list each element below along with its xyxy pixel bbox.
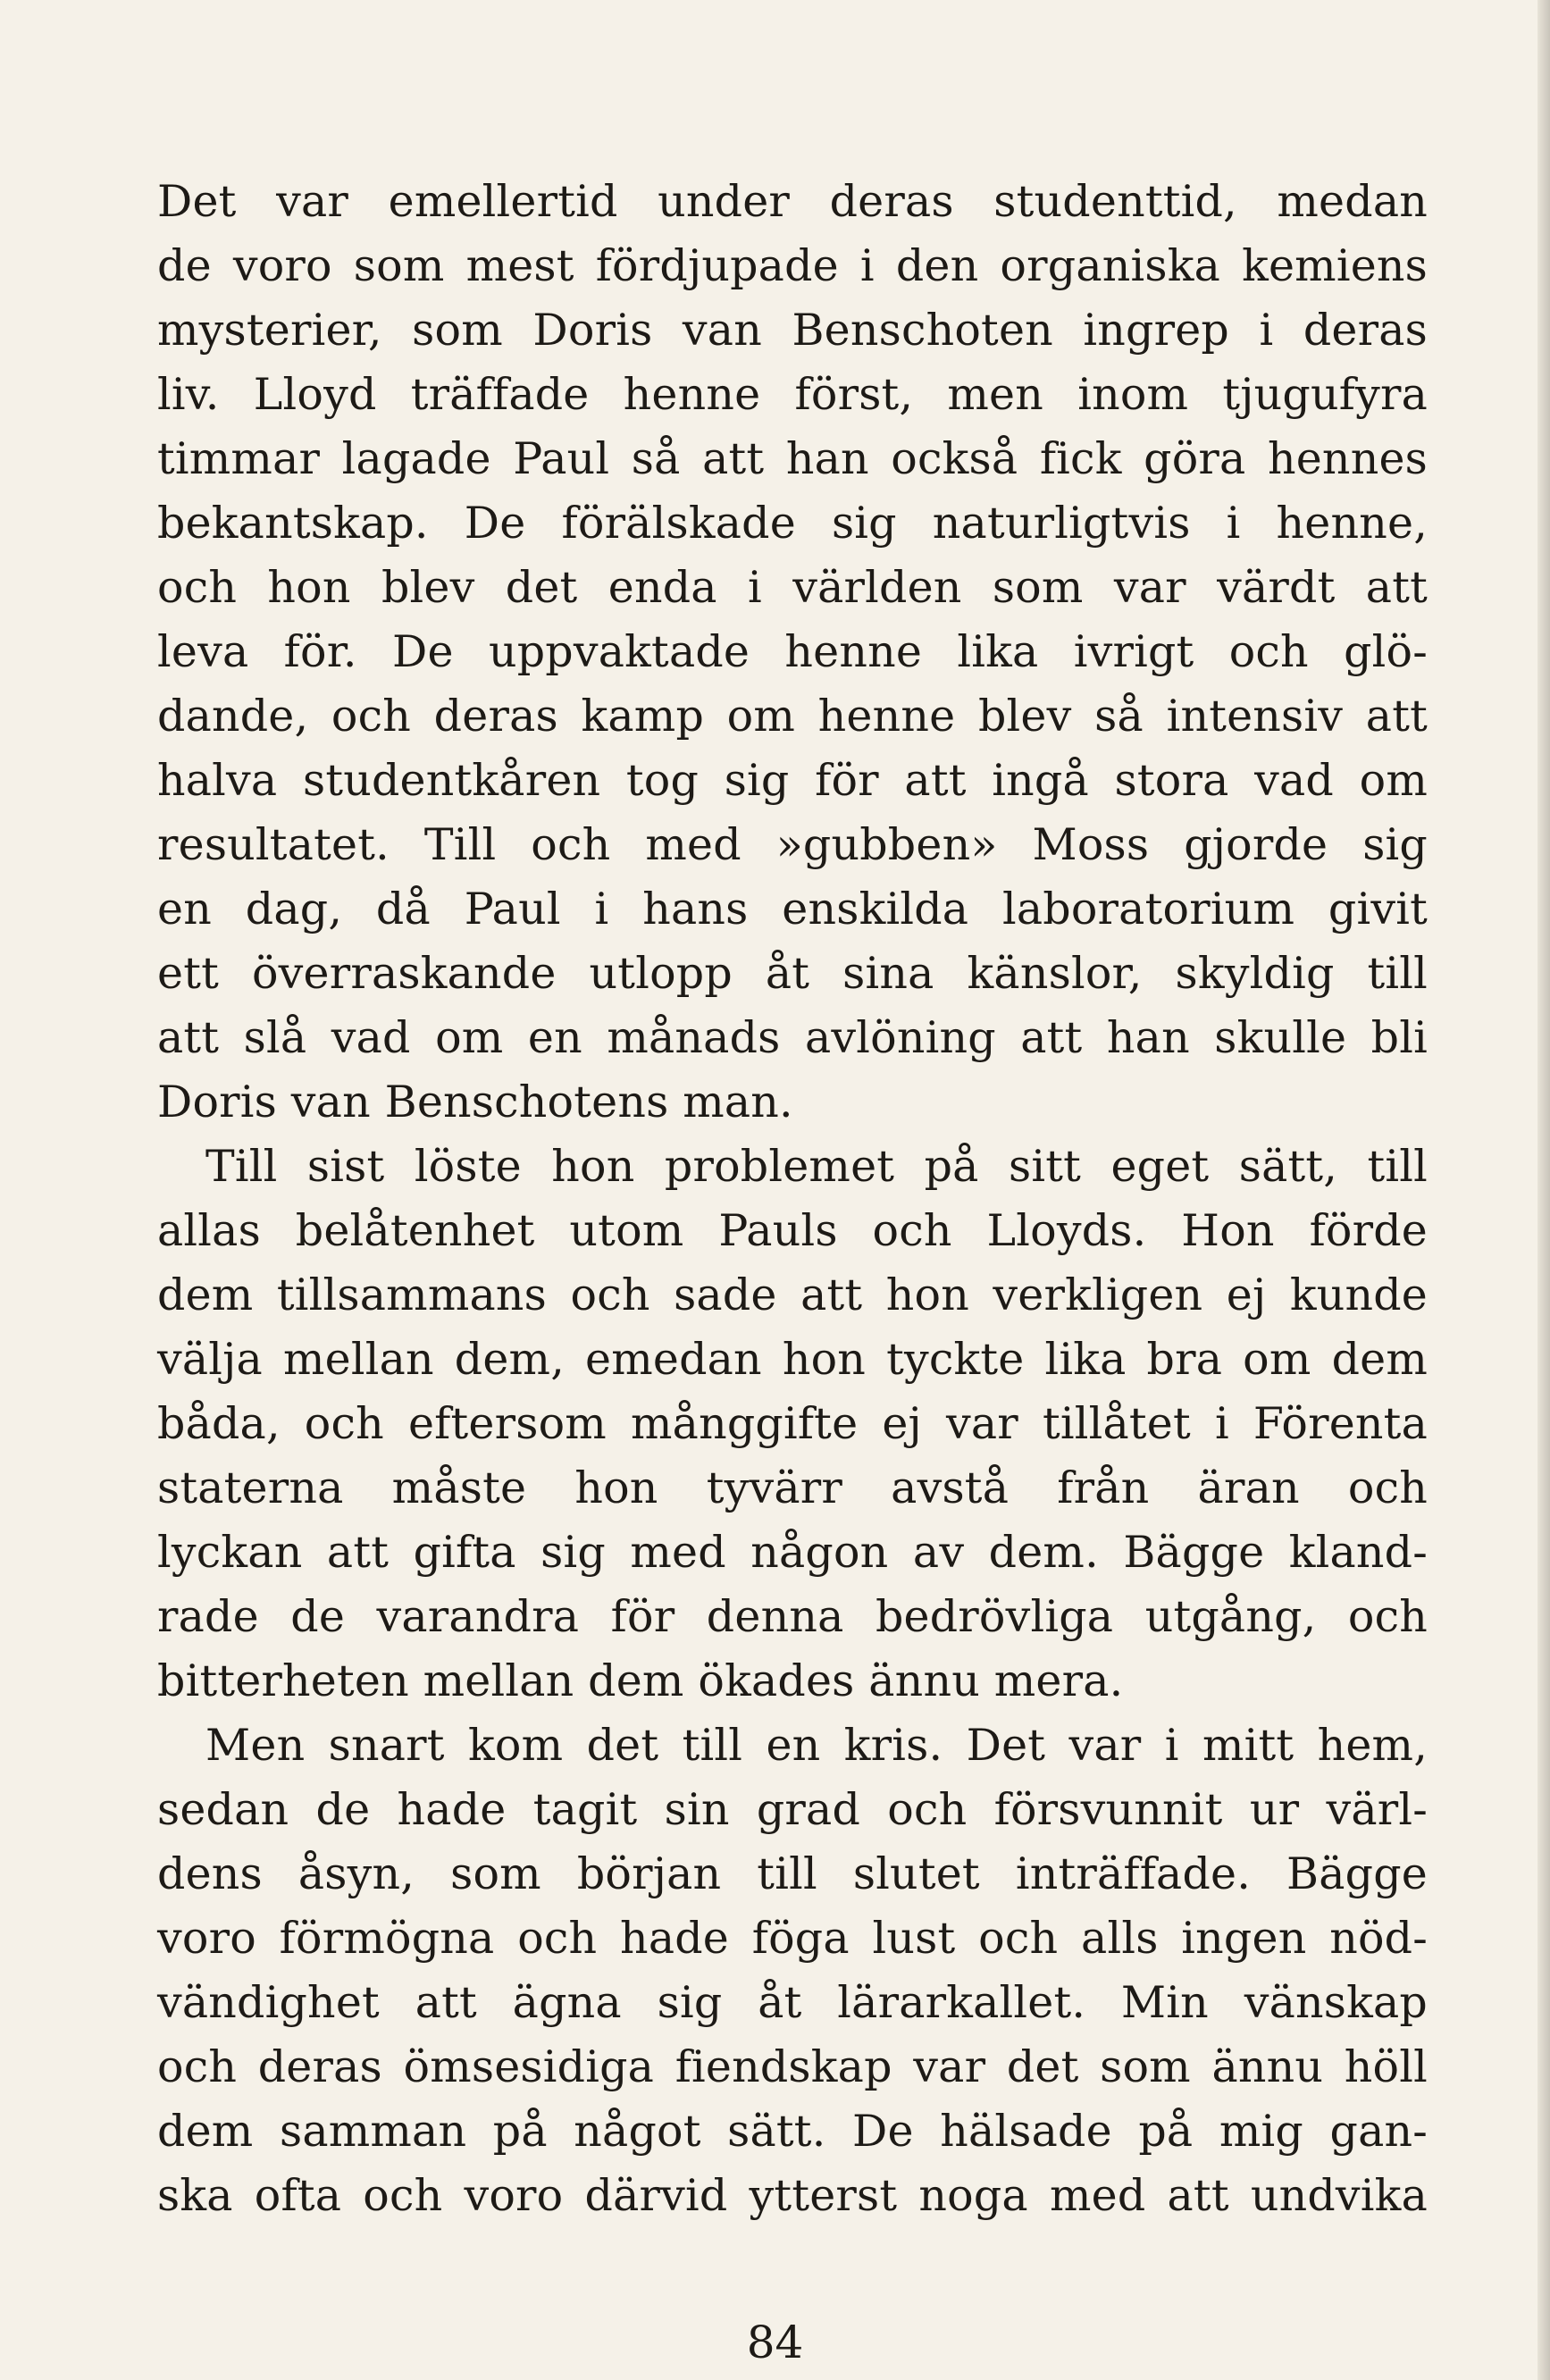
text-line: Till sist löste hon problemet på sitt eget sätt, till (205, 1141, 1428, 1192)
text-line: timmar lagade Paul så att han också fick göra hennes (157, 433, 1428, 484)
paragraph-1 (157, 170, 1428, 1135)
text-line: rade de varandra för denna bedrövliga utgång, och (157, 1591, 1428, 1642)
text-line: dem samman på något sätt. De hälsade på mig gan- (157, 2106, 1428, 2157)
text-line: resultatet. Till och med »gubben» Moss gjorde sig (157, 819, 1428, 870)
text-line: ett överraskande utlopp åt sina känslor, skyldig till (157, 948, 1428, 999)
text-line: Men snart kom det till en kris. Det var i mitt hem, (205, 1720, 1428, 1771)
text-line: bekantskap. De förälskade sig naturligtvis i henne, (157, 498, 1428, 549)
text-line: att slå vad om en månads avlöning att han skulle bli (157, 1012, 1428, 1063)
text-line: lyckan att gifta sig med någon av dem. Bägge kland- (157, 1527, 1428, 1578)
text-line: ska ofta och voro därvid ytterst noga med att undvika (157, 2170, 1428, 2221)
text-line: en dag, då Paul i hans enskilda laboratorium givit (157, 884, 1428, 934)
text-line: mysterier, som Doris van Benschoten ingrep i deras (157, 305, 1428, 356)
text-line: bitterheten mellan dem ökades ännu mera. (157, 1655, 1124, 1706)
text-line: liv. Lloyd träffade henne först, men inom tjugufyra (157, 369, 1428, 420)
body-text (157, 170, 1428, 2228)
text-line: dande, och deras kamp om henne blev så intensiv att (157, 691, 1428, 742)
paragraph-3 (157, 1714, 1428, 2228)
text-line: leva för. De uppvaktade henne lika ivrigt och glö- (157, 626, 1428, 677)
text-line: voro förmögna och hade föga lust och alls ingen nöd- (157, 1913, 1428, 1964)
text-line: dem tillsammans och sade att hon verkligen ej kunde (157, 1270, 1428, 1320)
text-line: och hon blev det enda i världen som var värdt att (157, 562, 1428, 613)
text-line: välja mellan dem, emedan hon tyckte lika bra om dem (157, 1334, 1428, 1385)
text-line: Doris van Benschotens man. (157, 1077, 793, 1127)
text-line: sedan de hade tagit sin grad och försvunnit ur värl- (157, 1784, 1428, 1835)
text-line: Det var emellertid under deras studenttid, medan (157, 176, 1428, 227)
text-line: båda, och eftersom månggifte ej var tillåtet i Förenta (157, 1398, 1428, 1449)
text-line: vändighet att ägna sig åt lärarkallet. Min vänskap (157, 1977, 1428, 2028)
text-line: och deras ömsesidiga fiendskap var det som ännu höll (157, 2041, 1428, 2092)
text-line: allas belåtenhet utom Pauls och Lloyds. Hon förde (157, 1205, 1428, 1256)
page-number: 84 (746, 2317, 804, 2368)
paragraph-2 (157, 1135, 1428, 1714)
text-line: dens åsyn, som början till slutet inträffade. Bägge (157, 1848, 1428, 1899)
page-edge (1537, 0, 1550, 2380)
text-line: de voro som mest fördjupade i den organiska kemiens (157, 240, 1428, 291)
text-line: staterna måste hon tyvärr avstå från äran och (157, 1462, 1428, 1513)
text-line: halva studentkåren tog sig för att ingå stora vad om (157, 755, 1428, 806)
